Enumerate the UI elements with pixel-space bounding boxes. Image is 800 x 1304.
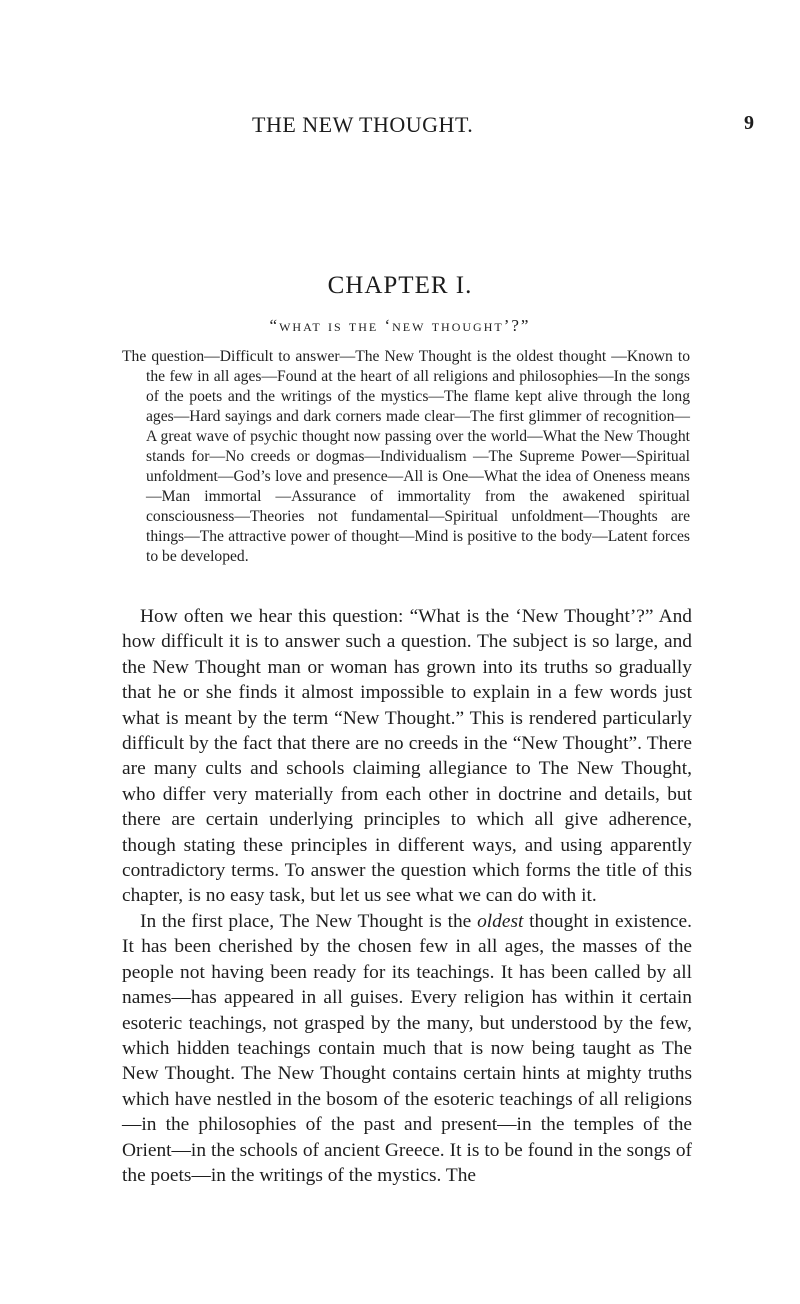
paragraph-text: In the first place, The New Thought is the [140, 910, 478, 932]
chapter-synopsis: The question—Difficult to answer—The New Thought is the oldest thought —Known to the few in all ages—Found at the heart of all religions and philosophies—In the songs of the poets and the writings of the mystics—The flame kept alive through the long ages—Hard sayings and dark corners made clear—The first glimmer of recognition—A great wave of psychic thought now passing over the world—What the New Thought stands for—No creeds or dogmas—Individualism —The Supreme Power—Spiritual unfoldment—God’s love and presence—All is One—What the idea of Oneness means—Man immortal —Assurance of immortality from the awakened spiritual consciousness—Theories not fundamental—Spiritual unfoldment—Thoughts are things—The attractive power of thought—Mind is positive to the body—Latent forces to be developed. [122, 348, 690, 565]
chapter-title: “what is the ‘new thought’?” [269, 316, 531, 335]
running-head: THE NEW THOUGHT. [252, 112, 474, 137]
paragraph [122, 604, 692, 909]
chapter-body [122, 604, 692, 1188]
paragraph [122, 909, 692, 1188]
paragraph-text: thought in existence. It has been cherished by the chosen few in all ages, the masses of the people not having been ready for its teachings. It has been called by all names—has appeared in all guises. Every religion has within it certain esoteric teachings, not grasped by the many, but understood by the few, which hidden teachings contain much that is now being taught as The New Thought. The New Thought contains certain hints at mighty truths which have nestled in the bosom of the esoteric teachings of all religions —in the philosophies of the past and present—in the temples of the Orient—in the schools of ancient Greece. It is to be found in the songs of the poets—in the writings of the mystics. The [122, 910, 692, 1186]
page-number: 9 [744, 112, 754, 134]
chapter-number: CHAPTER I. [327, 272, 473, 299]
emphasis-text: oldest [477, 910, 524, 932]
paragraph-text: How often we hear this question: “What is the ‘New Thought’?” And how difficult it is to answer such a question. The subject is so large, and the New Thought man or woman has grown into its truths so gradually that he or she finds it almost impossible to explain in a few words just what is meant by the term “New Thought.” This is rendered particularly difficult by the fact that there are no creeds in the “New Thought”. There are many cults and schools claiming allegiance to The New Thought, who differ very materially from each other in doctrine and details, but there are certain underlying principles to which all give adherence, though stating these principles in different ways, and using apparently contradictory terms. To answer the question which forms the title of this chapter, is no easy task, but let us see what we can do with it. [122, 606, 692, 907]
